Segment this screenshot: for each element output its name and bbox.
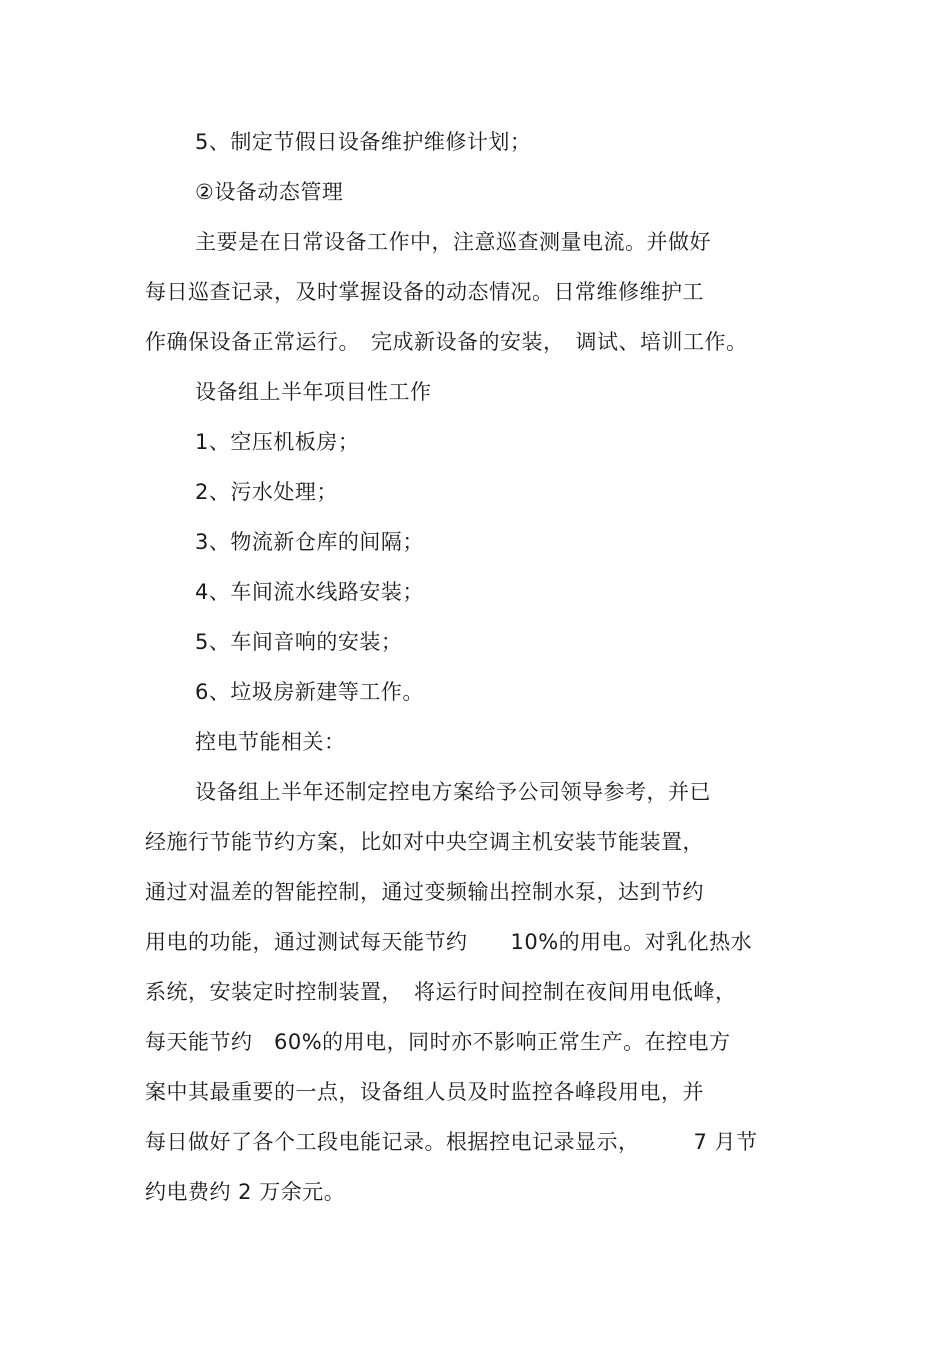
paragraph-line: 用电的功能，通过测试每天能节约 10%的用电。对乳化热水 — [145, 930, 753, 954]
section-heading: ②设备动态管理 — [195, 180, 344, 204]
paragraph-line: 通过对温差的智能控制，通过变频输出控制水泵，达到节约 — [145, 880, 704, 904]
section-heading: 控电节能相关： — [195, 730, 346, 754]
section-heading: 设备组上半年项目性工作 — [195, 380, 432, 404]
paragraph-line: 案中其最重要的一点，设备组人员及时监控各峰段用电，并 — [145, 1080, 704, 1104]
list-item: 4、车间流水线路安装； — [195, 580, 424, 604]
list-item: 2、污水处理； — [195, 480, 338, 504]
paragraph-line: 每日巡查记录，及时掌握设备的动态情况。日常维修维护工 — [145, 280, 704, 304]
paragraph-line: 主要是在日常设备工作中，注意巡查测量电流。并做好 — [195, 230, 711, 254]
paragraph-line: 作确保设备正常运行。 完成新设备的安装， 调试、培训工作。 — [145, 330, 748, 354]
paragraph-line: 系统，安装定时控制装置， 将运行时间控制在夜间用电低峰， — [145, 980, 737, 1004]
paragraph-line: 设备组上半年还制定控电方案给予公司领导参考，并已 — [195, 780, 711, 804]
paragraph-line: 经施行节能节约方案，比如对中央空调主机安装节能装置， — [145, 830, 704, 854]
list-item: 1、空压机板房； — [195, 430, 360, 454]
paragraph-line: 约电费约 2 万余元。 — [145, 1180, 346, 1204]
paragraph-line: 5、制定节假日设备维护维修计划； — [195, 130, 532, 154]
list-item: 3、物流新仓库的间隔； — [195, 530, 424, 554]
paragraph-line: 每日做好了各个工段电能记录。根据控电记录显示， 7 月节 — [145, 1130, 758, 1154]
list-item: 5、车间音响的安装； — [195, 630, 403, 654]
list-item: 6、垃圾房新建等工作。 — [195, 680, 424, 704]
paragraph-line: 每天能节约 60%的用电，同时亦不影响正常生产。在控电方 — [145, 1030, 731, 1054]
